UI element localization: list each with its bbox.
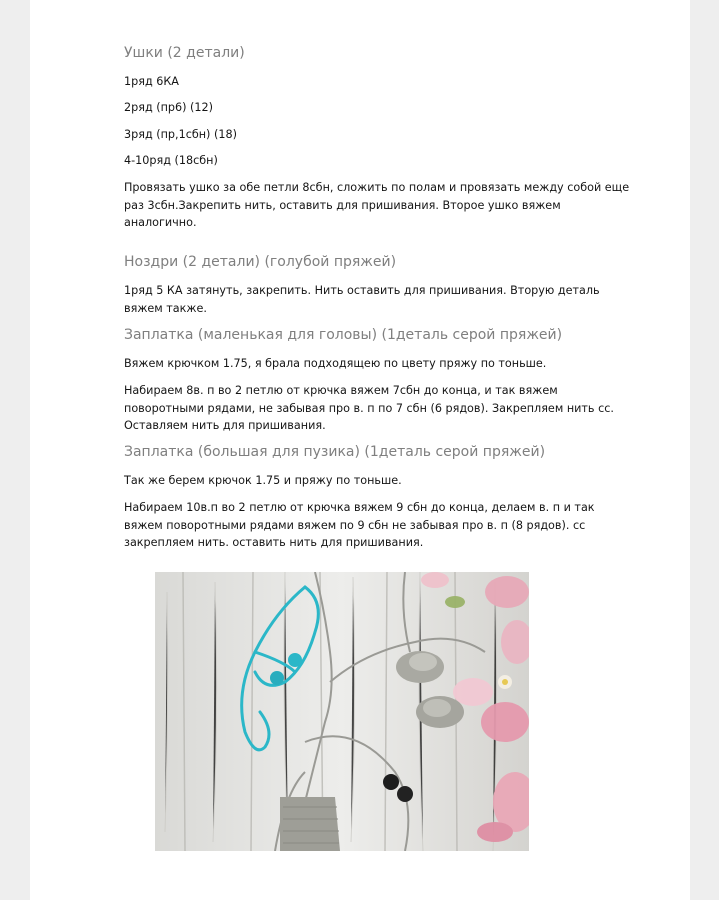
section-heading-big-patch: Заплатка (большая для пузика) (1деталь серой пряжей) bbox=[124, 444, 546, 460]
small-patch-hook-note: Вяжем крючком 1.75, я брала подходящею по цвету пряжу по тоньше. bbox=[124, 357, 547, 370]
big-patch-instructions: Набираем 10в.п во 2 петлю от крючка вяжем 9 сбн до конца, делаем в. п и так вяжем поворотными рядами вяжем по 9 сбн не забывая про в. п (8 рядов). сс закрепляем нить. оставить нить для пришивания. bbox=[124, 501, 595, 549]
ears-row-4-10: 4-10ряд (18сбн) bbox=[124, 154, 218, 167]
ears-row-3: 3ряд (пр,1сбн) (18) bbox=[124, 128, 237, 141]
section-heading-small-patch: Заплатка (маленькая для головы) (1деталь серой пряжей) bbox=[124, 327, 563, 343]
nostrils-instructions: 1ряд 5 КА затянуть, закрепить. Нить оставить для пришивания. Вторую деталь вяжем также. bbox=[124, 284, 600, 315]
ears-row-1: 1ряд 6КА bbox=[124, 75, 179, 88]
small-patch-instructions: Набираем 8в. п во 2 петлю от крючка вяжем 7сбн до конца, и так вяжем поворотными рядами, не забывая про в. п по 7 сбн (6 рядов). Закрепляем нить сс. Оставляем нить для пришивания. bbox=[124, 384, 614, 432]
ears-instructions: Провязать ушко за обе петли 8сбн, сложить по полам и провязать между собой еще раз 3сбн.Закрепить нить, оставить для пришивания. Второе ушко вяжем аналогично. bbox=[124, 181, 630, 229]
document-page bbox=[30, 0, 690, 900]
big-patch-hook-note: Так же берем крючок 1.75 и пряжу по тоньше. bbox=[124, 474, 402, 487]
ears-row-2: 2ряд (пр6) (12) bbox=[124, 101, 214, 114]
section-heading-nostrils: Ноздри (2 детали) (голубой пряжей) bbox=[124, 254, 397, 270]
section-heading-ears: Ушки (2 детали) bbox=[124, 45, 245, 61]
crochet-parts-photo bbox=[155, 572, 529, 851]
